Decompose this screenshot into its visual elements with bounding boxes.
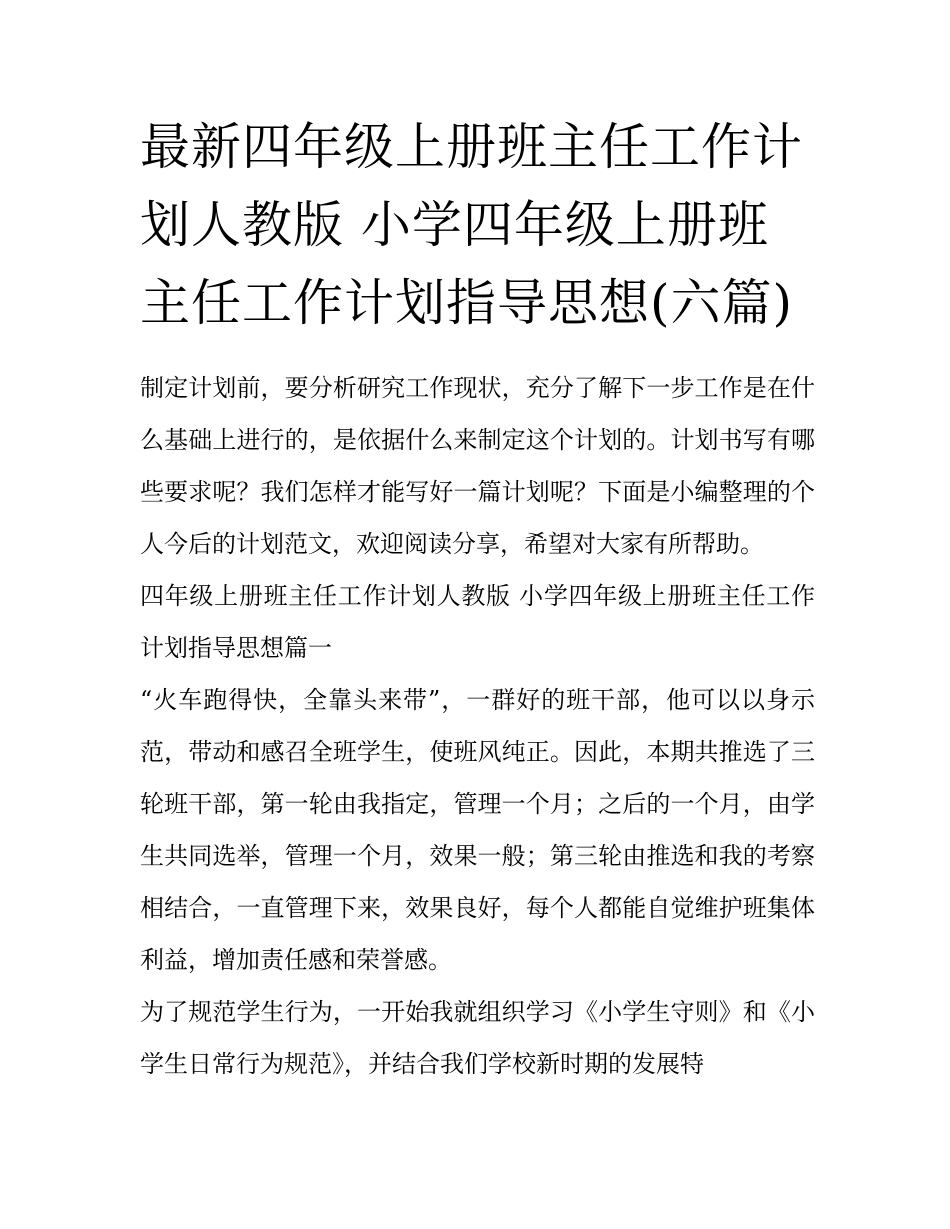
document-page [140,108,815,1090]
intro-paragraph: 制定计划前，要分析研究工作现状，充分了解下一步工作是在什么基础上进行的，是依据什么来制定这个计划的。计划书写有哪些要求呢？我们怎样才能写好一篇计划呢？下面是小编整理的个人今后的计划范文，欢迎阅读分享，希望对大家有所帮助。 [140,374,815,558]
body-paragraph: 为了规范学生行为，一开始我就组织学习《小学生守则》和《小学生日常行为规范》，并结合我们学校新时期的发展特 [140,998,815,1078]
body-paragraph: “火车跑得快，全靠头来带”，一群好的班干部，他可以以身示范，带动和感召全班学生，使班风纯正。因此，本期共推选了三轮班干部，第一轮由我指定，管理一个月；之后的一个月，由学生共同选举，管理一个月，效果一般；第三轮由推选和我的考察相结合，一直管理下来，效果良好，每个人都能自觉维护班集体利益，增加责任感和荣誉感。 [140,686,815,974]
document-title: 最新四年级上册班主任工作计划人教版 小学四年级上册班主任工作计划指导思想(六篇) [140,118,803,332]
section-heading: 四年级上册班主任工作计划人教版 小学四年级上册班主任工作计划指导思想篇一 [140,582,815,662]
document-body [140,362,815,1090]
